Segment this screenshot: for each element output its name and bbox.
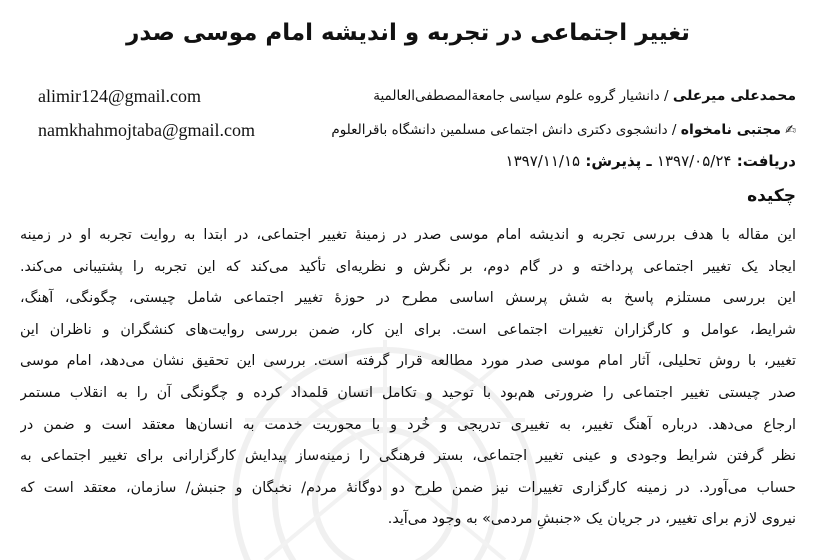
author-info — [373, 88, 796, 104]
abstract-heading: چکیده — [747, 186, 796, 206]
author-info — [331, 122, 796, 138]
author-affiliation: / دانشیار گروه علوم سیاسی جامعةالمصطفی‌العالمیة — [373, 88, 673, 104]
pen-icon: ✍ — [785, 123, 796, 138]
abstract-line: ارجاع می‌دهد. درباره آهنگ تغییر، به تغییری تدریجی و خُرد و با محوریت خدمت به انسان‌ها معتقد است و ضمن در — [20, 416, 796, 433]
abstract-line: این مقاله با هدف بررسی تجربه و اندیشه امام موسی صدر در زمینهٔ تغییر اجتماعی، در ابتدا به روایت تجربه او در زمینه — [20, 227, 796, 243]
paper-title: تغییر اجتماعی در تجربه و اندیشه امام موسی صدر — [126, 20, 690, 46]
abstract-line: نیروی لازم برای تغییر، در جریان یک «جنبشِ مردمی» به وجود می‌آید. — [387, 511, 796, 528]
author-name: مجتبی نامخواه — [680, 122, 782, 138]
abstract-line: صدر چیستی تغییر اجتماعی را ضرورتی هم‌بود با توحید و تکامل انسان قلمداد کرده و چگونگی آن را به انقلاب مستمر — [20, 384, 796, 401]
abstract-line: حساب می‌آورد. در زمینه کارگزاری تغییرات نیز ضمن طرح دو دوگانهٔ مردم/ نخبگان و جنبش/ سازمان، معتقد است که — [20, 479, 796, 496]
received-label: دریافت: — [736, 152, 796, 170]
author-email[interactable]: alimir124@gmail.com — [38, 86, 202, 106]
abstract-line: نظر گرفتن شرایط وجودی و عینی تغییر اجتماعی، بستر فرهنگی را زمینه‌ساز پیدایش کارگزارانی برای تغییر اجتماعی به — [20, 448, 796, 465]
accepted-date: ۱۳۹۷/۱۱/۱۵ — [505, 152, 581, 170]
author-email[interactable]: namkhahmojtaba@gmail.com — [38, 120, 256, 140]
received-date: ۱۳۹۷/۰۵/۲۴ — [656, 152, 732, 170]
author-row-1 — [20, 86, 796, 112]
author-affiliation: / دانشجوی دکتری دانش اجتماعی مسلمین دانشگاه باقرالعلوم — [331, 122, 681, 138]
author-name: محمدعلی میرعلی — [672, 88, 796, 104]
abstract-body — [20, 220, 796, 536]
accepted-label: پذیرش: — [585, 152, 642, 170]
abstract-line: این بررسی مستلزم پاسخ به شش پرسش اساسی مطرح در حوزهٔ تغییر اجتماعی شامل چیستی، چگونگی، آهنگ، — [20, 290, 796, 307]
author-row-2 — [20, 120, 796, 146]
abstract-line: تغییر، با روش تحلیلی، آثار امام موسی صدر مورد مطالعه قرار گرفته است. بررسی این تحقیق نشان می‌دهد، امام موسی — [20, 353, 796, 370]
submission-dates — [506, 152, 796, 170]
abstract-line: ایجاد یک تغییر اجتماعی پرداخته و در گام دوم، بر نگرش و نظریه‌ای تأکید می‌کند که این تجربه را پشتیبانی می‌کند. — [20, 258, 796, 275]
date-separator: ـ — [646, 152, 652, 170]
abstract-line: شرایط، عوامل و کارگزاران تغییرات اجتماعی است. برای این کار، ضمن بررسی روایت‌های کنشگران و ناظران این — [20, 321, 796, 338]
